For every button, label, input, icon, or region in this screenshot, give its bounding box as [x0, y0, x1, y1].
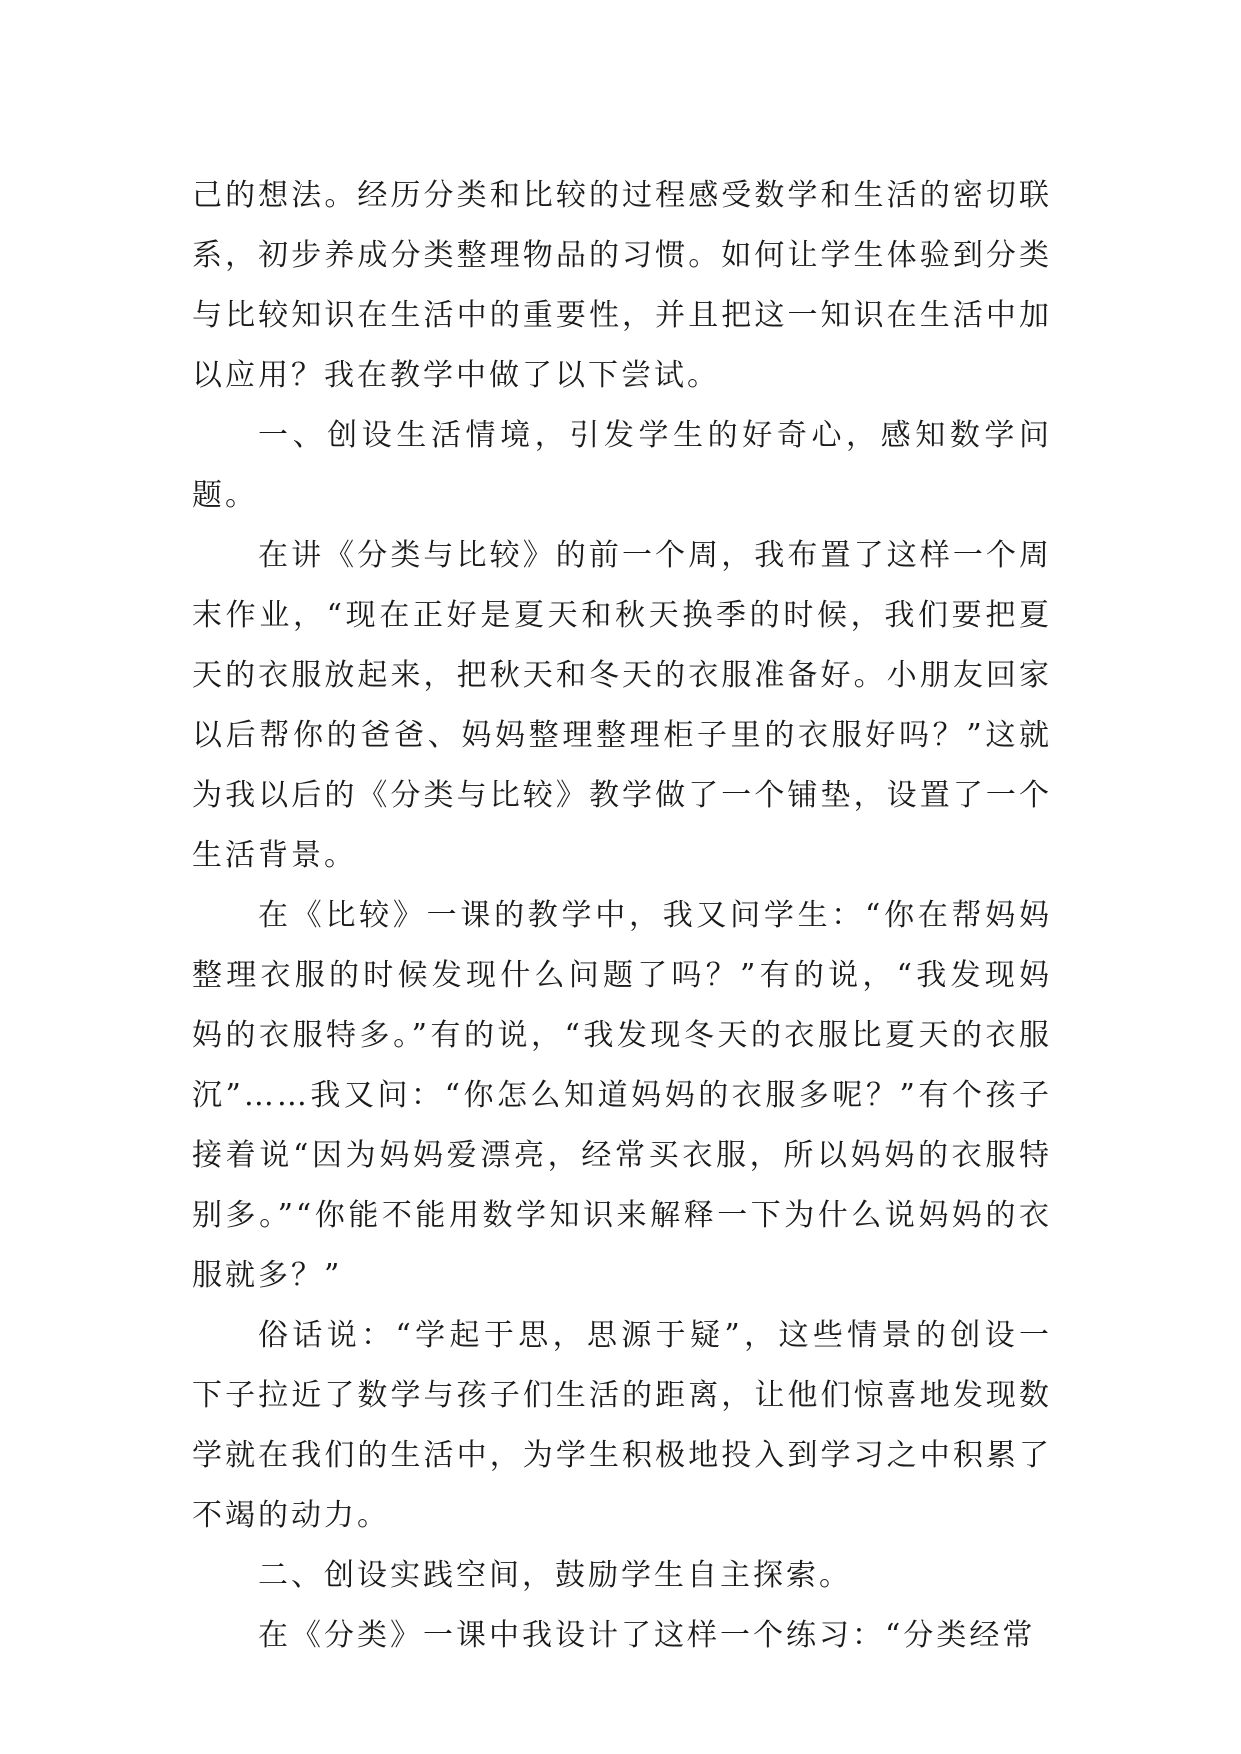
section-heading-two: 二、创设实践空间，鼓励学生自主探索。	[258, 1558, 852, 1593]
paragraph-proverb: 俗话说：“学起于思，思源于疑”，这些情景的创设一下子拉近了数学与孩子们生活的距离，让他们惊喜地发现数学就在我们的生活中，为学生积极地投入到学习之中积累了不竭的动力。	[192, 1318, 1052, 1533]
document-body	[192, 166, 1052, 1666]
paragraph-comparison-lesson: 在《比较》一课的教学中，我又问学生：“你在帮妈妈整理衣服的时候发现什么问题了吗？”有的说，“我发现妈妈的衣服特多。”有的说，“我发现冬天的衣服比夏天的衣服沉”……我又问：“你怎么知道妈妈的衣服多呢？”有个孩子接着说“因为妈妈爱漂亮，经常买衣服，所以妈妈的衣服特别多。”“你能不能用数学知识来解释一下为什么说妈妈的衣服就多？”	[192, 898, 1052, 1293]
paragraph-classification-exercise: 在《分类》一课中我设计了这样一个练习：“分类经常	[258, 1618, 1036, 1653]
paragraph-weekend-homework: 在讲《分类与比较》的前一个周，我布置了这样一个周末作业，“现在正好是夏天和秋天换季的时候，我们要把夏天的衣服放起来，把秋天和冬天的衣服准备好。小朋友回家以后帮你的爸爸、妈妈整理整理柜子里的衣服好吗？”这就为我以后的《分类与比较》教学做了一个铺垫，设置了一个生活背景。	[192, 538, 1052, 873]
paragraph-intro-continuation: 己的想法。经历分类和比较的过程感受数学和生活的密切联系，初步养成分类整理物品的习惯。如何让学生体验到分类与比较知识在生活中的重要性，并且把这一知识在生活中加以应用？我在教学中做了以下尝试。	[192, 178, 1052, 393]
section-heading-one: 一、创设生活情境，引发学生的好奇心，感知数学问题。	[192, 418, 1052, 513]
